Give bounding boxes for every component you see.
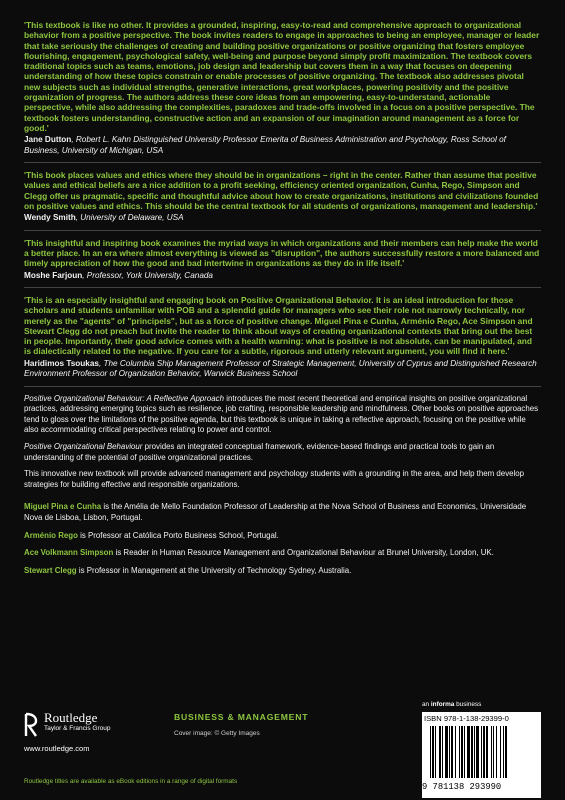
barcode-bars: [430, 726, 533, 778]
book-title: Positive Organizational Behaviour: [24, 441, 143, 451]
endorsement-attribution: [24, 359, 541, 380]
endorsement-attribution: [24, 271, 541, 281]
isbn-label: ISBN 978-1-138-29399-0: [424, 714, 509, 723]
publisher-name: Routledge: [44, 710, 98, 725]
cover-footer: [0, 700, 565, 800]
author-bio-text: is Professor at Católica Porto Business School, Portugal.: [77, 530, 279, 540]
divider: [24, 162, 541, 163]
description-text: provides an integrated conceptual framework, evidence-based findings and practical tools to gain an understanding of the potential of positive organizational practices.: [24, 441, 495, 462]
description-paragraph: [24, 394, 541, 436]
author-bio: [24, 566, 541, 577]
description-paragraph: This innovative new textbook will provide advanced management and psychology students with a grounding in the area, and help them develop strategies for building effective and responsible organizations.: [24, 469, 525, 489]
description-text: introduces the most recent theoretical and empirical insights on positive organizational practices, addressing emerging topics such as resilience, job crafting, responsible leadership and mindfulness. Other books on positive approaches tend to gloss over the limitations of the positive agenda, but this textbook is unique in taking a reflective approach, focusing on the positive while also accommodating critical perspectives relating to power and control.: [24, 393, 539, 435]
endorsement-quote: 'This is an especially insightful and engaging book on Positive Organizational Behavior. It is an ideal introduction for those scholars and students unfamiliar with POB and a splendid guide for managers who see their role not narrowly technically, nor merely as the "agents" of "principels", but as a force of positive change. Miguel Pina e Cunha, Arménio Rego, Ace Simpson and Stewart Clegg do not preach but invite the reader to think about ways of creating organizational contexts that bring out the best in people. Importantly, their good advice comes with a health warning: what is positive is not absolute, can be manipulated, and is dialectically related to the negative. If you care for a subtle, rigorous and utterly relevant argument, you will find it here.': [24, 294, 533, 357]
endorsement-quote: 'This insightful and inspiring book examines the myriad ways in which organizations and their members can help make the world a better place. In an era where almost everything is viewed as "disruption", the authors successfully restore a more balanced and timely appreciation of how the good and bad intertwine in organizations as they do in life itself.': [24, 237, 540, 269]
endorser-affiliation: , The Columbia Ship Management Professor of Strategic Management, University of Cyprus and Distinguished Research Environment Professor of Organization Behavior, Warwick Business School: [24, 358, 537, 379]
informa-suffix: business: [454, 701, 482, 708]
book-category: BUSINESS & MANAGEMENT: [174, 712, 309, 722]
endorser-name: Wendy Smith: [24, 213, 76, 223]
informa-prefix: an: [422, 701, 431, 708]
endorser-affiliation: , Professor, York University, Canada: [82, 270, 213, 280]
endorsement: [24, 238, 541, 281]
endorser-name: Moshe Farjoun: [24, 270, 83, 280]
barcode: [422, 712, 541, 798]
divider: [24, 230, 541, 231]
endorser-name: Haridimos Tsoukas: [24, 358, 99, 368]
informa-label: [422, 701, 481, 708]
author-bio: [24, 531, 541, 542]
endorsement: [24, 20, 541, 156]
author-bio-text: is Professor in Management at the University of Technology Sydney, Australia.: [76, 565, 352, 575]
description-paragraph: [24, 442, 541, 463]
author-bio: [24, 502, 541, 523]
publisher-website: www.routledge.com: [24, 744, 90, 753]
cover-credit: Cover image: © Getty Images: [174, 730, 260, 737]
book-title: Positive Organizational Behaviour: A Reflective Approach: [24, 393, 225, 403]
endorser-affiliation: , Robert L. Kahn Distinguished University Professor Emerita of Business Administration and Psychology, Ross School of Business, University of Michigan, USA: [24, 135, 506, 155]
author-bio-text: is Reader in Human Resource Management and Organizational Behaviour at Brunel University, London, UK.: [113, 548, 494, 558]
endorsement-quote: 'This textbook is like no other. It provides a grounded, inspiring, easy-to-read and comprehensive approach to organizational behavior from a positive perspective. The book invites readers to engage in approaches to being an employee, manager or leader that take seriously the challenges of creating and building positive organizations or positive organizing that fosters employee flourishing, engagement, psychological safety, well-being and purpose beyond simply profit maximization. The textbook covers traditional topics such as teams, emotions, job design and leadership but covers them in a way that focuses on deepening understanding of how these topics constrain or enable processes of positive organizing. The textbook also addresses pivotal new subjects such as individual strengths, generative interactions, great workplaces, powering positivity and the positive organization of progress. The authors address these core ideas from an empowering, easy-to-understand, actionable perspective, while also addressing the complexities, paradoxes and trade-offs involved in a focus on a positive perspective. The textbook fosters understanding, constructive action and an expansion of our imagination around management as a force for good.': [24, 20, 540, 133]
endorsement: [24, 295, 541, 380]
endorsement-attribution: [24, 213, 541, 223]
endorsement-quote: 'This book places values and ethics where they should be in organizations – right in the center. Rather than assume that positive values and ethical beliefs are a nice addition to a profit seeking, efficiency oriented organization, Cunha, Rego, Simpson and Clegg offer us pragmatic, specific and thoughtful advice about how to create organizations, institutions and civilizations founded on positive values and ethics. This should be the central textbook for all students of organizations, management and leadership.': [24, 170, 539, 211]
divider: [24, 386, 541, 387]
author-name: Miguel Pina e Cunha: [24, 502, 102, 512]
barcode-number: 9 781138 293990: [422, 782, 502, 792]
endorsement: [24, 170, 541, 224]
author-name: Arménio Rego: [24, 530, 78, 540]
divider: [24, 287, 541, 288]
endorser-affiliation: , University of Delaware, USA: [75, 213, 184, 223]
endorser-name: Jane Dutton: [24, 135, 72, 145]
back-cover-text: [24, 20, 541, 583]
author-name: Ace Volkmann Simpson: [24, 548, 114, 558]
author-bio-text: is the Amélia de Mello Foundation Professor of Leadership at the Nova School of Business and Economics, Universidade Nova de Lisboa, Lisbon, Portugal.: [24, 502, 527, 522]
author-name: Stewart Clegg: [24, 565, 77, 575]
endorsement-attribution: [24, 135, 541, 156]
routledge-logo-icon: [24, 712, 38, 738]
informa-brand: informa: [430, 701, 455, 708]
publisher-subtitle: Taylor & Francis Group: [44, 725, 111, 732]
author-bio: [24, 548, 541, 559]
ebook-note: Routledge titles are available as eBook editions in a range of digital formats: [24, 778, 238, 785]
